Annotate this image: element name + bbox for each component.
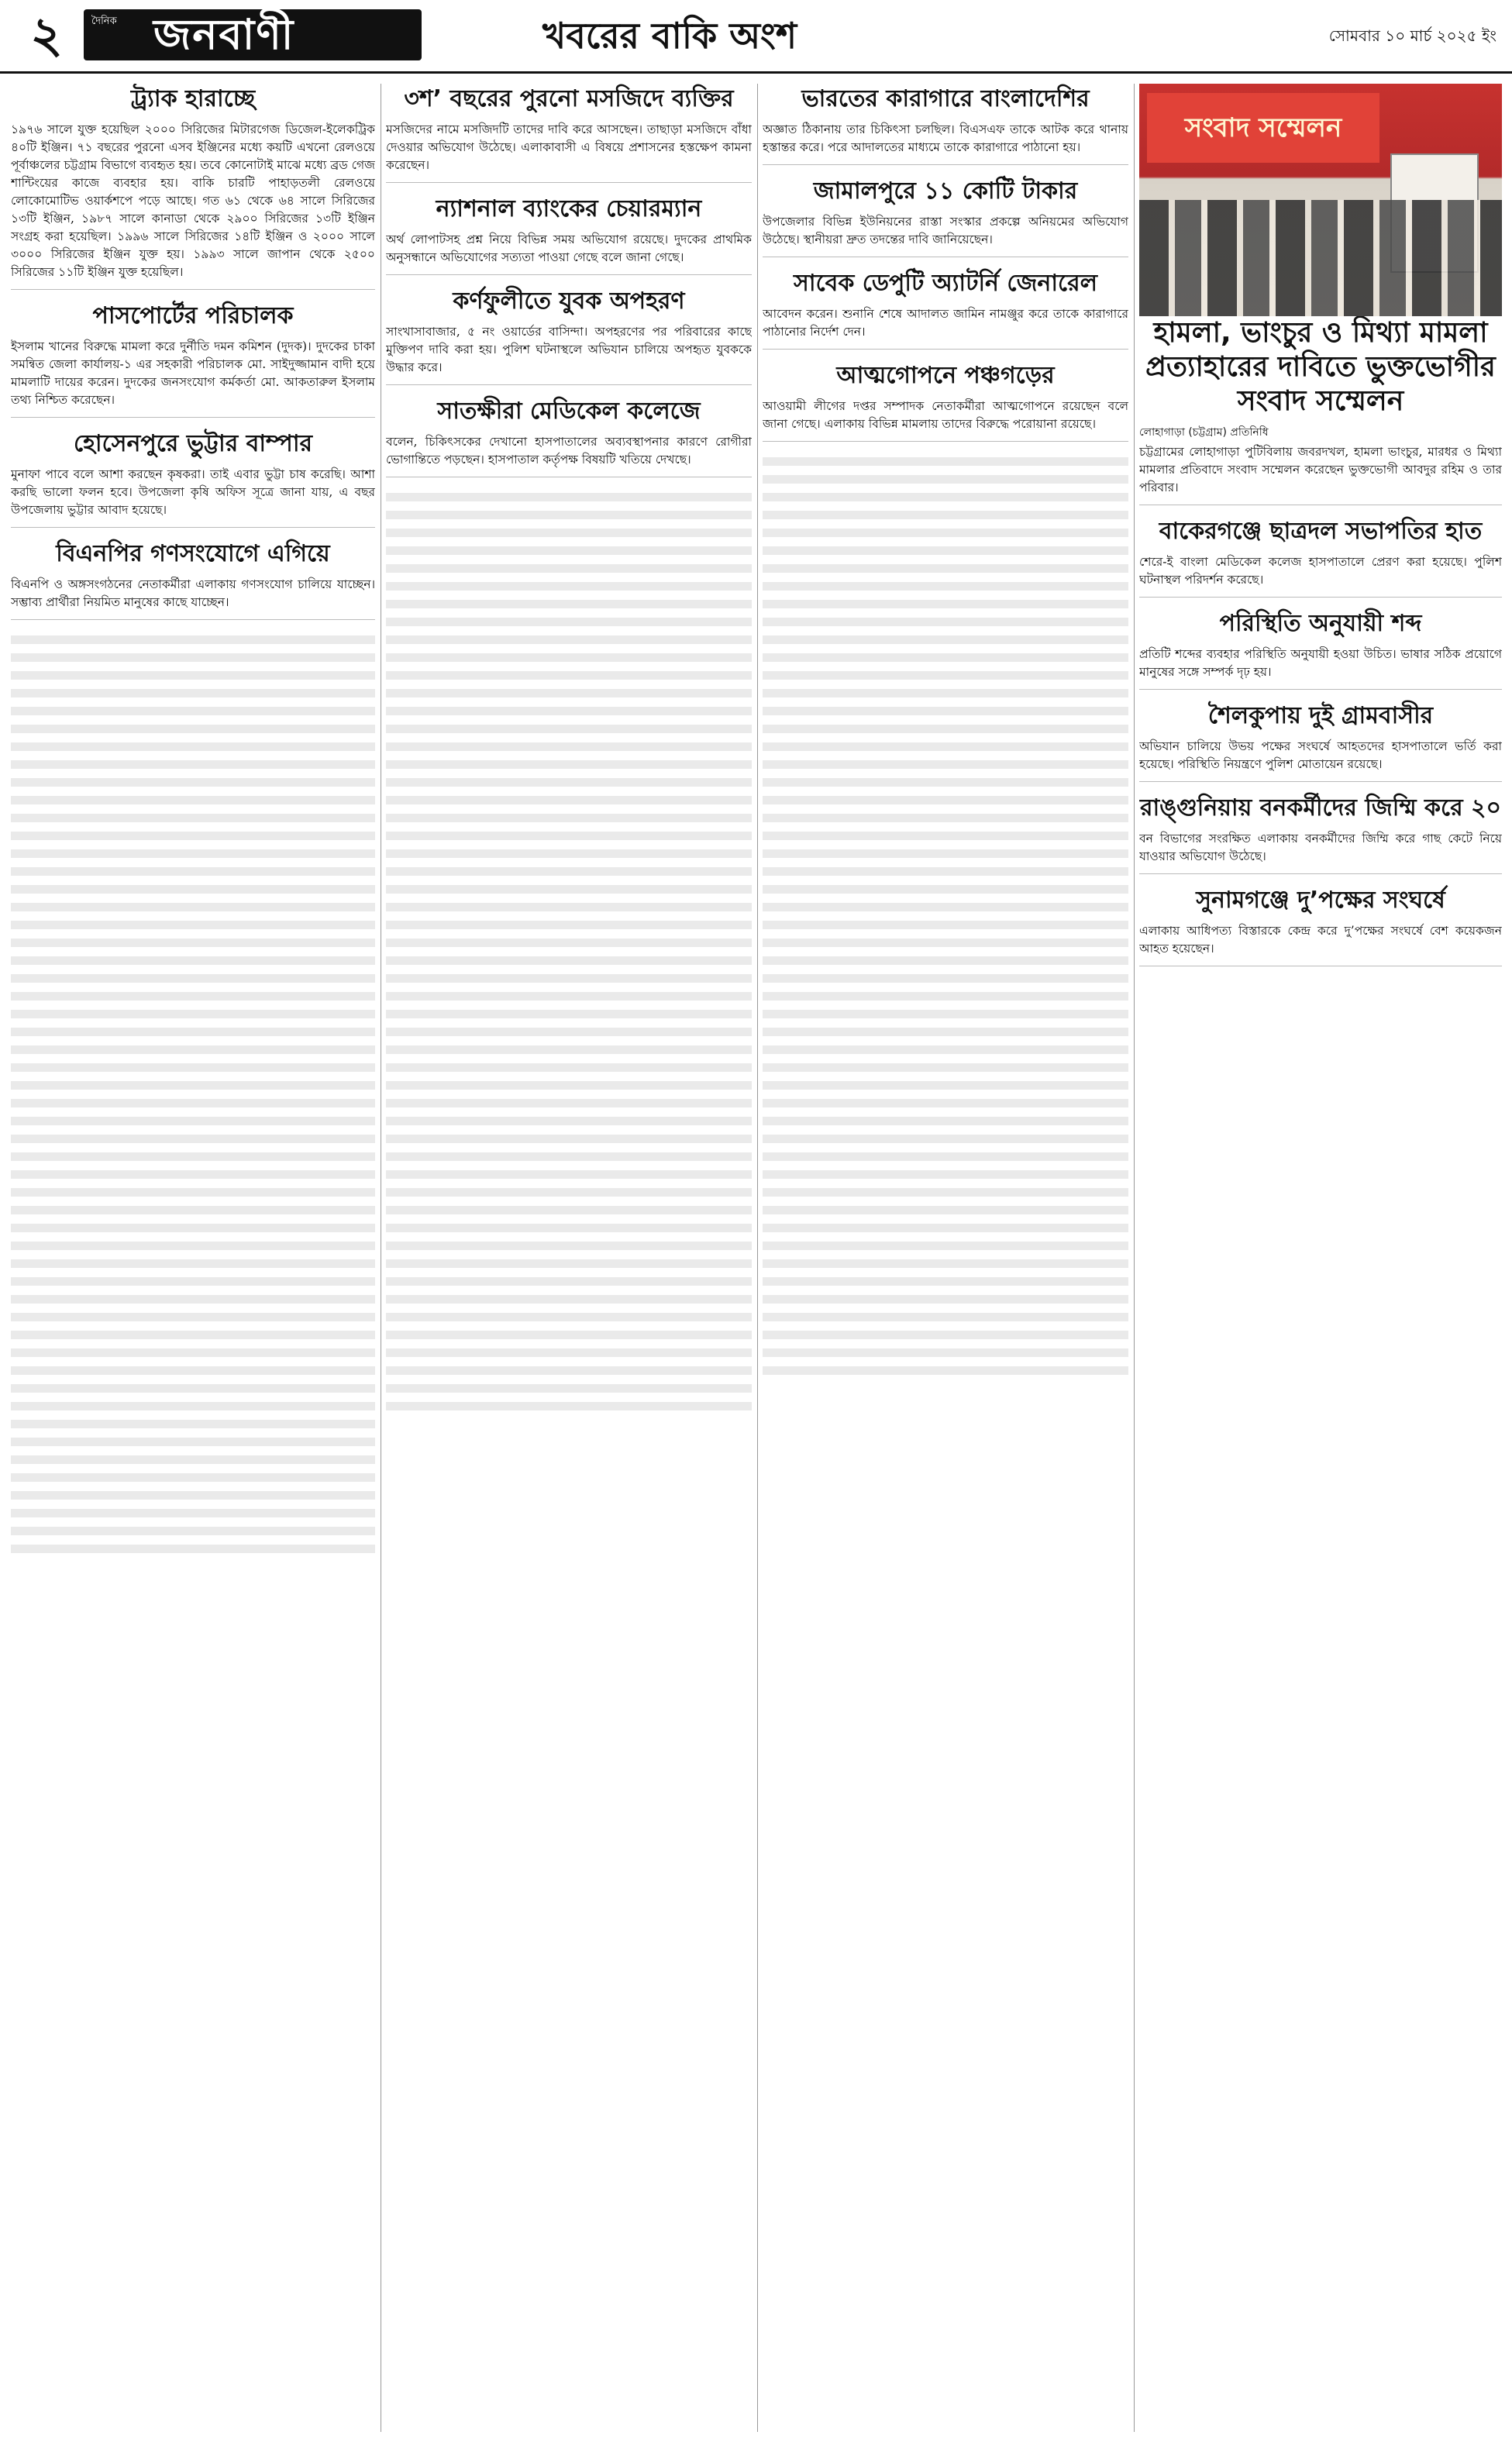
story-body: মসজিদের নামে মসজিদটি তাদের দাবি করে আসছেন। তাছাড়া মসজিদে বাঁধা দেওয়ার অভিযোগ উঠেছে। এলাকাবাসী এ বিষয়ে প্রশাসনের হস্তক্ষেপ কামনা করেছেন।: [386, 122, 752, 172]
story-headline: জামালপুরে ১১ কোটি টাকার: [813, 177, 1078, 205]
news-story: [386, 396, 752, 477]
daily-label: দৈনিক: [91, 15, 117, 27]
body-text-continuation: [11, 631, 375, 1561]
story-headline: রাঙ্গুনিয়ায় বনকর্মীদের জিম্মি করে ২০: [1139, 794, 1502, 821]
story-body: শেরে-ই বাংলা মেডিকেল কলেজ হাসপাতালে প্রেরণ করা হয়েছে। পুলিশ ঘটনাস্থল পরিদর্শন করেছে।: [1139, 555, 1502, 587]
story-body: ইসলাম খানের বিরুদ্ধে মামলা করে দুর্নীতি দমন কমিশন (দুদক)। দুদকের চাকা সমন্বিত জেলা কার্যালয়-১ এর সহকারী পরিচালক মো. সাইদুজ্জামান বাদী হয়ে মামলাটি দায়ের করেন। দুদকের জনসংযোগ কর্মকর্তা মো. আকতারুল ইসলাম তথ্য নিশ্চিত করেছেন।: [11, 339, 375, 407]
newspaper-logo: [84, 9, 422, 60]
story-body: অজ্ঞাত ঠিকানায় তার চিকিৎসা চলছিল। বিএসএফ তাকে আটক করে থানায় হস্তান্তর করে। পরে আদালতের মাধ্যমে তাকে কারাগারে পাঠানো হয়।: [763, 122, 1128, 154]
news-story: [1139, 316, 1502, 505]
story-body: আবেদন করেন। শুনানি শেষে আদালত জামিন নামঞ্জুর করে তাকে কারাগারে পাঠানোর নির্দেশ দেন।: [763, 307, 1128, 339]
story-headline: ন্যাশনাল ব্যাংকের চেয়ারম্যান: [436, 195, 702, 222]
body-text-continuation: [763, 453, 1128, 1383]
masthead: [0, 0, 1512, 74]
story-body: উপজেলার বিভিন্ন ইউনিয়নের রাস্তা সংস্কার প্রকল্পে অনিয়মের অভিযোগ উঠেছে। স্থানীয়রা দ্রুত তদন্তের দাবি জানিয়েছেন।: [763, 215, 1128, 246]
news-story: [1139, 885, 1502, 966]
story-headline: ৩শ’ বছরের পুরনো মসজিদে ব্যক্তির: [404, 85, 734, 112]
story-body: ১৯৭৬ সালে যুক্ত হয়েছিল ২০০০ সিরিজের মিটারগেজ ডিজেল-ইলেকট্রিক ৪০টি ইঞ্জিন। ৭১ বছরের পুরনো এসব ইঞ্জিনের মধ্যে কয়টি এখনো রেলওয়ে পূর্বাঞ্চলের চট্টগ্রাম বিভাগে ব্যবহৃত হয়। তবে কোনোটাই মাঝে মধ্যে ব্রড গেজ শান্টিংয়ের কাজে ব্যবহার হয়। বাকি চারটি পাহাড়তলী রেলওয়ে লোকোমোটিভ ওয়ার্কশপে পড়ে আছে। গত ৬১ থেকে ৬৪ সালে সিরিজের ১৩টি ইঞ্জিন, ১৯৮৭ সালে কানাডা থেকে ২৯০০ সিরিজের ১৩টি ইঞ্জিন সংগ্রহ করা হয়েছিল। ১৯৯৬ সালে সিরিজের ১৪টি ইঞ্জিন ও ২০০০ সালে ৩০০০ সিরিজের ইঞ্জিন যুক্ত হয়। ১৯৯৩ সালে জাপান থেকে ২৫০০ সিরিজের ১১টি ইঞ্জিন যুক্ত হয়েছিল।: [11, 122, 375, 279]
audience-figures: [1139, 200, 1502, 316]
column-3: [763, 84, 1128, 2432]
news-story: [1139, 793, 1502, 874]
news-story: [386, 194, 752, 275]
page-number: ২: [30, 7, 63, 64]
column-2: [386, 84, 752, 2432]
story-body: মুনাফা পাবে বলে আশা করছেন কৃষকরা। তাই এবার ভুট্টা চাষ করেছি। আশা করছি ভালো ফলন হবে। উপজেলা কৃষি অফিস সূত্রে জানা যায়, এ বছর উপজেলায় ভুট্টার আবাদ হয়েছে।: [11, 467, 375, 517]
news-story: [386, 286, 752, 385]
news-story: [763, 84, 1128, 165]
column-1: [11, 84, 375, 2432]
dateline: লোহাগাড়া (চট্টগ্রাম) প্রতিনিধি: [1139, 426, 1269, 439]
story-body: প্রতিটি শব্দের ব্যবহার পরিস্থিতি অনুযায়ী হওয়া উচিত। ভাষার সঠিক প্রয়োগে মানুষের সঙ্গে সম্পর্ক দৃঢ় হয়।: [1139, 647, 1502, 679]
paper-name: জনবাণী: [153, 10, 295, 59]
section-title: খবরের বাকি অংশ: [542, 15, 797, 57]
story-body: বলেন, চিকিৎসকের দেখানো হাসপাতালের অব্যবস্থাপনার কারণে রোগীরা ভোগান্তিতে পড়ছেন। হাসপাতাল কর্তৃপক্ষ বিষয়টি খতিয়ে দেখছে।: [386, 435, 752, 467]
story-headline: বাকেরগঞ্জে ছাত্রদল সভাপতির হাত: [1159, 518, 1483, 545]
story-headline: বিএনপির গণসংযোগে এগিয়ে: [56, 540, 330, 567]
story-body: আওয়ামী লীগের দপ্তর সম্পাদক নেতাকর্মীরা আত্মগোপনে রয়েছেন বলে জানা গেছে। এলাকায় বিভিন্ন মামলায় তাদের বিরুদ্ধে পরোয়ানা রয়েছে।: [763, 399, 1128, 431]
column-divider: [757, 84, 758, 2432]
news-story: [763, 176, 1128, 257]
story-body: এলাকায় আধিপত্য বিস্তারকে কেন্দ্র করে দু’পক্ষের সংঘর্ষে বেশ কয়েকজন আহত হয়েছেন।: [1139, 924, 1502, 956]
body-text-continuation: [386, 488, 752, 1418]
story-body: সাংখাসাবাজার, ৫ নং ওয়ার্ডের বাসিন্দা। অপহরণের পর পরিবারের কাছে মুক্তিপণ দাবি করা হয়। পুলিশ ঘটনাস্থলে অভিযান চালিয়ে অপহৃত যুবককে উদ্ধার করে।: [386, 325, 752, 374]
story-headline: কর্ণফুলীতে যুবক অপহরণ: [453, 288, 685, 315]
story-headline: ভারতের কারাগারে বাংলাদেশির: [801, 85, 1090, 112]
news-story: [11, 539, 375, 620]
column-4: [1139, 84, 1502, 2432]
story-headline: পাসপোর্টের পরিচালক: [92, 302, 294, 329]
news-story: [763, 360, 1128, 442]
story-headline: হোসেনপুরে ভুট্টার বাম্পার: [73, 430, 313, 457]
story-headline: ট্র্যাক হারাচ্ছে: [130, 85, 256, 112]
column-divider: [1134, 84, 1135, 2432]
news-story: [386, 84, 752, 183]
story-body: চট্টগ্রামের লোহাগাড়া পুটিবিলায় জবরদখল, হামলা ভাংচুর, মারধর ও মিথ্যা মামলার প্রতিবাদে সংবাদ সম্মেলন করেছেন ভুক্তভোগী আবদুর রহিম ও তার পরিবার।: [1139, 445, 1502, 494]
story-body: বন বিভাগের সংরক্ষিত এলাকায় বনকর্মীদের জিম্মি করে গাছ কেটে নিয়ে যাওয়ার অভিযোগ উঠেছে।: [1139, 832, 1502, 863]
news-story: [1139, 608, 1502, 690]
photo-banner: সংবাদ সম্মেলন: [1147, 93, 1379, 163]
story-headline: সুনামগঞ্জে দু’পক্ষের সংঘর্ষে: [1196, 887, 1445, 914]
story-headline: শৈলকুপায় দুই গ্রামবাসীর: [1207, 702, 1434, 729]
story-headline: হামলা, ভাংচুর ও মিথ্যা মামলা প্রত্যাহারের দাবিতে ভুক্তভোগীর সংবাদ সম্মেলন: [1145, 317, 1496, 417]
story-headline: সাবেক ডেপুটি অ্যাটর্নি জেনারেল: [794, 270, 1097, 297]
story-headline: সাতক্ষীরা মেডিকেল কলেজে: [437, 398, 701, 425]
news-story: [11, 301, 375, 418]
news-story: [763, 268, 1128, 350]
story-headline: আত্মগোপনে পঞ্চগড়ের: [836, 362, 1055, 389]
news-story: [11, 429, 375, 528]
story-body: অর্থ লোপাটসহ প্রশ্ন নিয়ে বিভিন্ন সময় অভিযোগ রয়েছে। দুদকের প্রাথমিক অনুসন্ধানে অভিযোগের সত্যতা পাওয়া গেছে বলে জানা গেছে।: [386, 232, 752, 264]
story-body: বিএনপি ও অঙ্গসংগঠনের নেতাকর্মীরা এলাকায় গণসংযোগ চালিয়ে যাচ্ছেন। সম্ভাব্য প্রার্থীরা নিয়মিত মানুষের কাছে যাচ্ছেন।: [11, 577, 375, 609]
news-story: [11, 84, 375, 290]
story-body: অভিযান চালিয়ে উভয় পক্ষের সংঘর্ষে আহতদের হাসপাতালে ভর্তি করা হয়েছে। পরিস্থিতি নিয়ন্ত্রণে পুলিশ মোতায়েন রয়েছে।: [1139, 739, 1502, 771]
issue-date: সোমবার ১০ মার্চ ২০২৫ ইং: [1328, 26, 1497, 45]
news-story: [1139, 701, 1502, 782]
story-headline: পরিস্থিতি অনুযায়ী শব্দ: [1219, 610, 1422, 637]
news-story: [1139, 516, 1502, 598]
press-conference-photo: [1139, 84, 1502, 316]
